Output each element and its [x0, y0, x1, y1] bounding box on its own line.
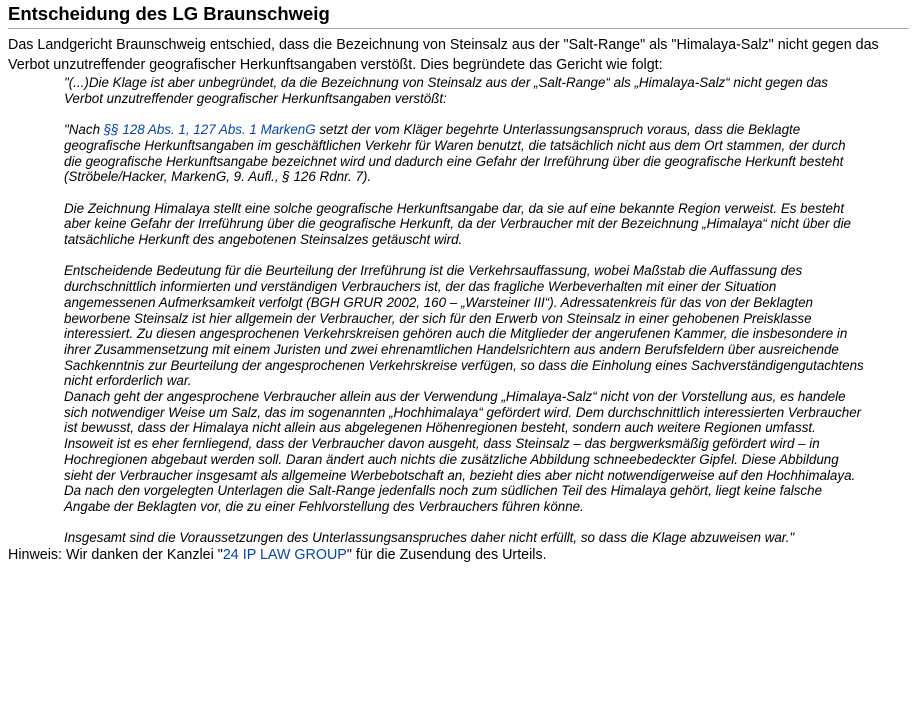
quote-paragraph-2 [64, 122, 864, 185]
quote-paragraph-5: Danach geht der angesprochene Verbraucher allein aus der Verwendung „Himalaya-Salz“ nicht von der Vorstellung aus, es handele sich notwendiger Weise um Salz, das im sogenannten „Hochhimalaya“ gefördert wird. Dem durchschnittlich interessierten Verbraucher ist bewusst, dass der Himalaya nicht allein aus abgelegenen Höhenregionen besteht, sondern auch weitere Regionen umfasst. Insoweit ist es eher fernliegend, dass der Verbraucher davon ausgeht, dass Steinsalz – das bergwerksmäßig gefördert wird – in Hochregionen abgebaut werden soll. Daran ändert auch nichts die zusätzliche Abbildung schneebedeckter Gipfel. Diese Abbildung sieht der Verbraucher insgesamt als allgemeine Werbebotschaft an, bezieht dies aber nicht notwendigerweise auf den Hochhimalaya. Da nach den vorgelegten Unterlagen die Salt-Range jedenfalls noch zum südlichen Teil des Himalaya gehört, liegt keine falsche Angabe der Beklagten vor, die zu einer Fehlvorstellung des Verbrauchers führen könne. [64, 389, 862, 514]
section-heading: Entscheidung des LG Braunschweig [8, 0, 909, 29]
note-prefix: Hinweis: Wir danken der Kanzlei " [8, 547, 223, 564]
quote-paragraph-2-prefix: "Nach [64, 122, 104, 138]
quote-paragraph-3: Die Zeichnung Himalaya stellt eine solche geografische Herkunftsangabe dar, da sie auf eine bekannte Region verweist. Es besteht aber keine Gefahr der Irreführung über die geografische Herkunft, da der Verbraucher mit der Bezeichnung „Himalaya“ nicht über die tatsächliche Herkunft des angebotenen Steinsalzes getäuscht wird. [64, 200, 852, 247]
court-quote [64, 75, 864, 546]
law-firm-link[interactable]: 24 IP LAW GROUP [222, 547, 347, 564]
note-suffix: " für die Zusendung des Urteils. [346, 547, 547, 564]
markeng-link[interactable]: §§ 128 Abs. 1, 127 Abs. 1 MarkenG [103, 122, 316, 138]
quote-paragraph-6: Insgesamt sind die Voraussetzungen des Unterlassungsanspruches daher nicht erfüllt, so dass die Klage abzuweisen war." [64, 530, 795, 546]
quote-paragraph-2-text: setzt der vom Kläger begehrte Unterlassungsanspruch voraus, dass die Beklagte geografische Herkunftsangaben im geschäftlichen Verkehr für Waren benutzt, die tatsächlich nicht aus dem Ort stammen, der durch die geografische Herkunftsangabe bezeichnet wird und dadurch eine Gefahr der Irreführung über die geografische Herkunft besteht (Ströbele/Hacker, MarkenG, 9. Aufl., § 126 Rdnr. 7). [64, 122, 846, 185]
quote-paragraph-1: "(...)Die Klage ist aber unbegründet, da die Bezeichnung von Steinsalz aus der „Salt-Range“ als „Himalaya-Salz“ nicht gegen das Verbot unzutreffender geografischer Herkunftsangaben verstößt: [64, 75, 828, 106]
note-paragraph [8, 546, 909, 565]
quote-paragraph-4: Entscheidende Bedeutung für die Beurteilung der Irreführung ist die Verkehrsauffassung, wobei Maßstab die Auffassung des durchschnittlich informierten und verständigen Verbrauchers ist, der das fragliche Werbeverhalten mit einer der Situation angemessenen Aufmerksamkeit verfolgt (BGH GRUR 2002, 160 – „Warsteiner III“). Adressatenkreis für das von der Beklagten beworbene Steinsalz ist hier allgemein der Verbraucher, der sich für den Erwerb von Steinsalz in einer gehobenen Preisklasse interessiert. Zu diesen angesprochenen Verkehrskreisen gehören auch die Mitglieder der angerufenen Kammer, die insbesondere in ihrer Zusammensetzung mit einem Juristen und zwei ehrenamtlichen Handelsrichtern aus andern Berufsfeldern über ausreichende Sachkenntnis zur Beurteilung der angesprochenen Verkehrskreise verfügen, so dass die Einholung eines Sachverständigengutachtens nicht erforderlich war. [64, 263, 864, 389]
intro-paragraph: Das Landgericht Braunschweig entschied, dass die Bezeichnung von Steinsalz aus der "Salt-Range" als "Himalaya-Salz" nicht gegen das Verbot unzutreffender geografischer Herkunftsangaben verstößt. Dies begründete das Gericht wie folgt: [8, 37, 879, 73]
